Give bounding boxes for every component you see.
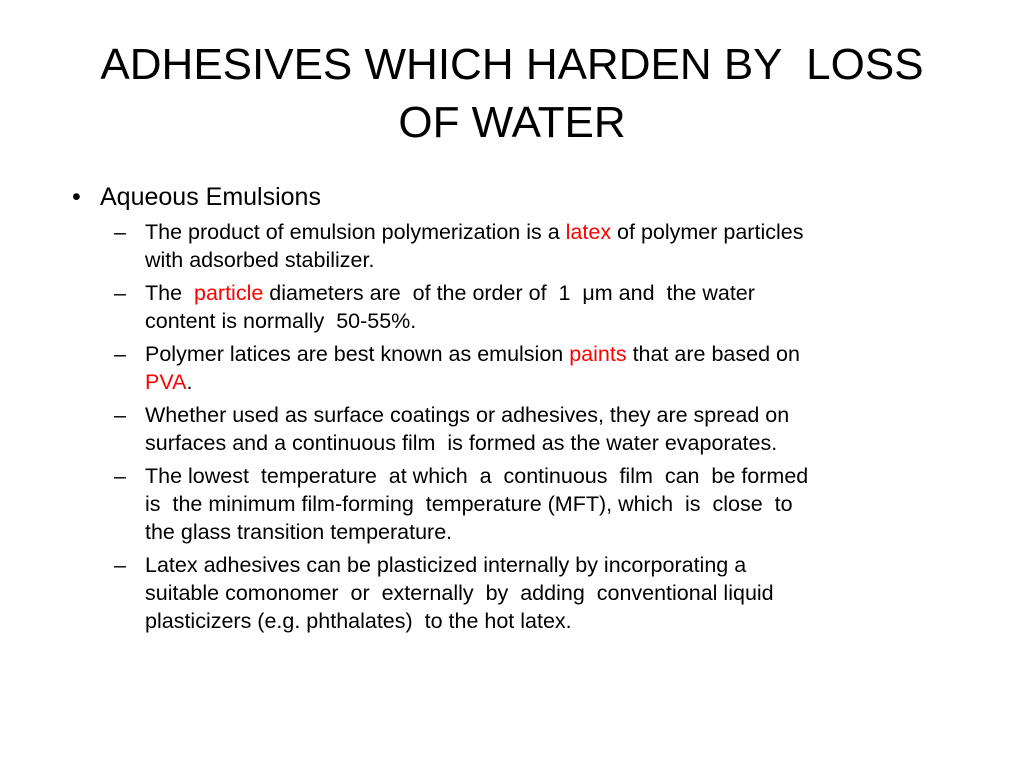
highlighted-term: PVA [145, 370, 187, 394]
sub-point-text [145, 342, 800, 394]
slide-title [60, 36, 964, 152]
slide-title-line-2: OF WATER [398, 98, 626, 147]
text-run: Latex adhesives can be plasticized internally by incorporating a suitable comonomer or externally by adding conventional liquid plasticizers (e.g. phthalates) to the hot latex. [145, 553, 774, 633]
sub-point [72, 218, 962, 274]
slide-body [72, 180, 962, 640]
dash-icon: – [114, 342, 126, 366]
sub-point-text [145, 281, 755, 333]
dash-icon: – [114, 464, 126, 488]
sub-point-text [145, 403, 789, 455]
text-run: that are based on [632, 342, 800, 366]
text-run: diameters are of the order of 1 μm and the water content is normally 50-55%. [145, 281, 755, 333]
text-run: Polymer latices are best known as emulsion [145, 342, 570, 366]
dash-icon: – [114, 403, 126, 427]
dash-icon: – [114, 281, 126, 305]
slide-title-line-1: ADHESIVES WHICH HARDEN BY LOSS [100, 40, 924, 89]
sub-point [72, 462, 962, 546]
text-run: The lowest temperature at which a continuous film can be formed is the minimum film-forming temperature (MFT), which is close to the glass transition temperature. [145, 464, 809, 544]
text-run: of polymer particles with adsorbed stabilizer. [145, 220, 804, 272]
sub-point-text [145, 220, 803, 272]
sub-point-text [145, 464, 808, 544]
highlighted-term: paints [569, 342, 627, 366]
text-run: Whether used as surface coatings or adhesives, they are spread on surfaces and a continuous film is formed as the water evaporates. [145, 403, 790, 455]
text-run: The product of emulsion polymerization is a [145, 220, 566, 244]
bullet-text: Aqueous Emulsions [100, 183, 321, 211]
dash-icon: – [114, 220, 126, 244]
sub-point [72, 551, 962, 635]
highlighted-term: latex [565, 220, 612, 244]
sub-point-list [72, 218, 962, 635]
sub-point [72, 279, 962, 335]
text-run: . [186, 370, 193, 394]
highlighted-term: particle [194, 281, 264, 305]
bullet-icon: • [72, 183, 81, 211]
dash-icon: – [114, 553, 126, 577]
text-run: The [145, 281, 194, 305]
sub-point [72, 401, 962, 457]
sub-point [72, 340, 962, 396]
sub-point-text [145, 553, 774, 633]
bullet-point [72, 180, 962, 214]
